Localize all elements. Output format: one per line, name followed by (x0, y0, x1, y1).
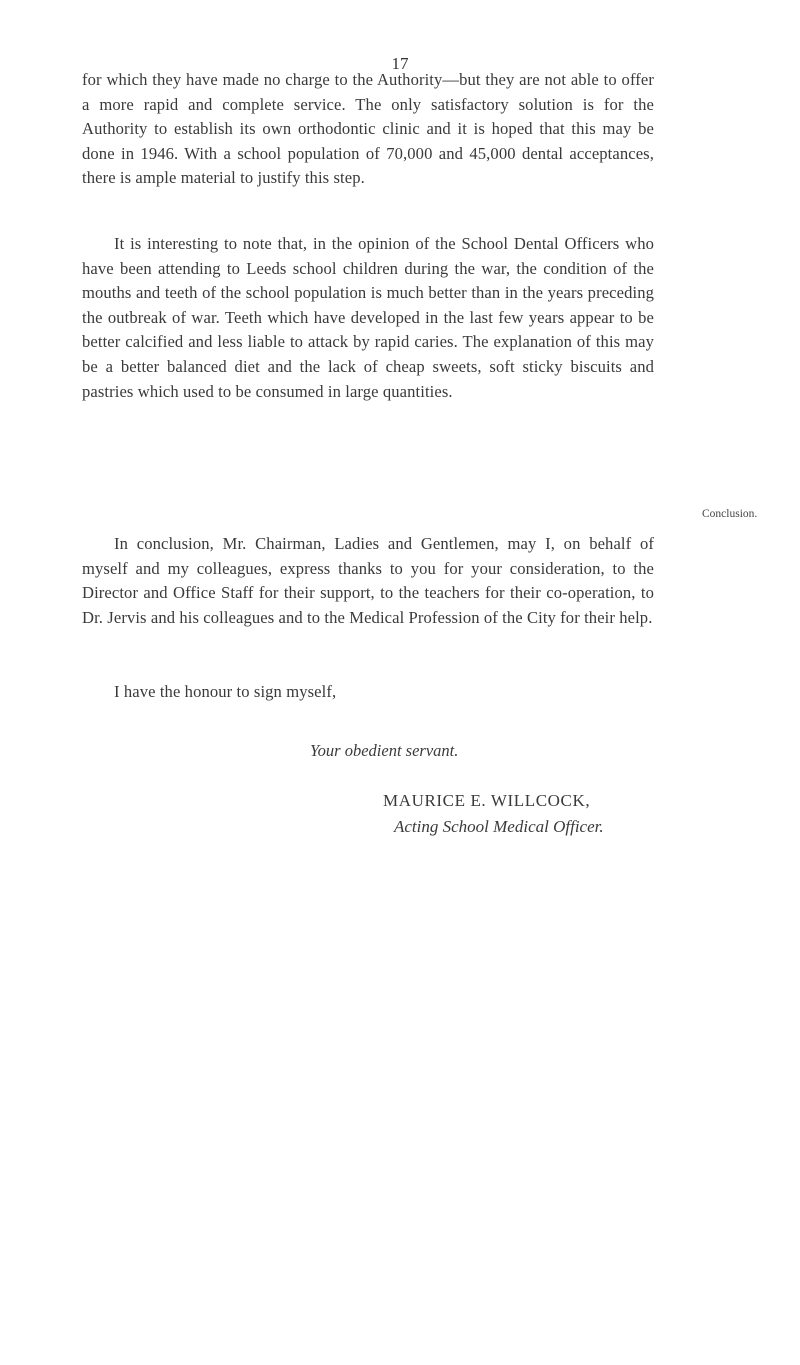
signature-title: Acting School Medical Officer. (394, 817, 604, 836)
paragraph-conclusion: In conclusion, Mr. Chairman, Ladies and Gentlemen, may I, on behalf of myself and my colleagues, express thanks to you for your consideration, to the Director and Office Staff for their support, to the teachers for their co-operation, to Dr. Jervis and his colleagues and to the Medical Profession of the City for their help. (82, 534, 654, 627)
signature-name: MAURICE E. WILLCOCK, (383, 791, 591, 810)
paragraph-sign-off: I have the honour to sign myself, (114, 682, 337, 701)
paragraph-dental-condition: It is interesting to note that, in the opinion of the School Dental Officers who have been attending to Leeds school children during the war, the condition of the mouths and teeth of the school population is much better than in the years preceding the outbreak of war. Teeth which have developed in the last few years appear to be better calcified and less liable to attack by rapid caries. The explanation of this may be a better balanced diet and the lack of cheap sweets, soft sticky biscuits and pastries which used to be consumed in large quantities. (82, 234, 654, 401)
paragraph-orthodontic-clinic: for which they have made no charge to the Authority—but they are not able to offer a more rapid and complete service. The only satisfactory solution is for the Authority to establish its own orthodontic clinic and it is hoped that this may be done in 1946. With a school population of 70,000 and 45,000 dental acceptances, there is ample material to justify this step. (82, 70, 654, 188)
margin-note-conclusion: Conclusion. (702, 508, 758, 520)
closing-salutation: Your obedient servant. (310, 741, 459, 760)
page-number: 17 (391, 54, 409, 73)
